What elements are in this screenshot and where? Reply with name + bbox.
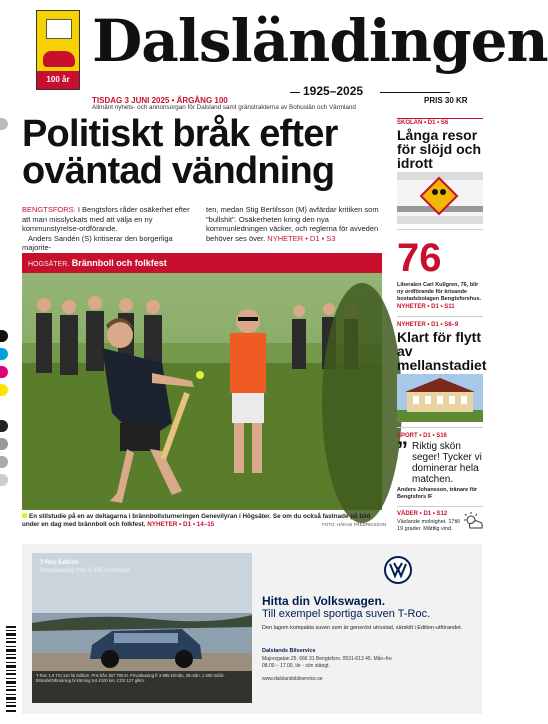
registration-marks — [0, 0, 10, 620]
side-kicker-1: SKOLAN • D1 • S6 — [397, 120, 449, 126]
quote-icon: ” — [397, 437, 408, 462]
ad-dealer-address: Majorsgatan 25, 666 31 Bengtsfors, 0531-613 45. Mån–fre 08.00 – 17.00, lör - sön stängt. — [262, 656, 392, 669]
side-divider-4 — [397, 506, 483, 507]
dateline: TISDAG 3 JUNI 2025 • ÅRGÅNG 100 — [92, 96, 228, 105]
ad-text: Den lagom kompakta suven som är generöst utrustad, särskilt i Edition-utförandet. — [262, 625, 463, 631]
side-quote-attribution: Anders Johansson, tränare för Bengtsfors IF — [397, 487, 478, 500]
brannboll-photo — [22, 253, 382, 510]
side-big-number: 76 — [397, 236, 442, 280]
caption-marker — [22, 513, 27, 518]
years-rule-right — [380, 92, 450, 93]
price: PRIS 30 KR — [424, 96, 468, 105]
crest-logo — [36, 10, 80, 90]
side-kicker-3: NYHETER • D1 • S8–9 — [397, 322, 459, 328]
photo-credit: FOTO: HÅKAN FREDRIKSSON — [322, 522, 387, 527]
side-quote: Riktig skön seger! Tycker vi dominerar hela matchen. — [412, 441, 482, 485]
ad-image-sub: Privatleasing från 3 995 kr/månad. — [40, 568, 132, 574]
tagline: Allmänt nyhets- och annonsorgan för Dalsland samt gränstrakterna av Bohuslän och Värmland — [92, 104, 356, 111]
anniversary-years: 1925–2025 — [303, 84, 364, 98]
ad-fine-print: T-Roc 1.0 TSI 110 hk Edition. Pris från 367 700 kr. Privatleasing fr 3 995 kr/mån, 36 mån, 1 500 mil/år. Bränsleförbrukning bl körning 5,6 l/100 km, CO2 127 g/km. — [36, 673, 225, 683]
lead-text-1: I Bengtsfors råder osäkerhet efter att man misslyckats med att välja en ny kommunstyrelse-ordförande. — [22, 205, 190, 233]
lead-ref: NYHETER • D1 • S3 — [267, 233, 336, 243]
side-text-2: Liberalen Carl Kullgren, 76, blir ny ordförande för krisande bostadsbolagen Bengtsforshus. — [397, 282, 482, 302]
side-rule — [397, 118, 483, 119]
side-divider-2 — [397, 316, 483, 317]
main-headline: Politiskt bråk efter oväntad vändning — [22, 113, 338, 192]
lead-photo — [22, 253, 382, 510]
ad-image-title: T-Roc Edition — [40, 560, 79, 566]
caption-text: En stilstudie på en av deltagarna i brännbollsturneringen Genevilyran i Högsäter. Se om du också fastnade på bild under en dag med brännboll och folkfest. — [22, 513, 371, 528]
photo-headline-bar — [22, 253, 382, 273]
masthead-title: Dalsländingen — [92, 7, 548, 75]
vw-logo-icon — [384, 556, 412, 584]
side-divider-1 — [397, 229, 483, 230]
ad-subheadline: Till exempel sportiga suven T-Roc. — [262, 608, 431, 620]
caption-ref: NYHETER • D1 • 14–15 — [147, 521, 215, 528]
ad-dealer-url[interactable]: www.dalslandsbilservice.se — [262, 676, 323, 682]
anniversary-badge: 100 år — [37, 71, 79, 89]
years-rule-left — [290, 92, 300, 93]
school-bus-photo — [397, 172, 483, 224]
side-kicker-4: SPORT • D1 • S16 — [397, 433, 447, 439]
side-kicker-5: VÄDER • D1 • S12 — [397, 511, 448, 517]
lead-text-2: Anders Sandén (S) kritiserar den borgerliga majorite- — [22, 233, 173, 252]
ad-headline: Hitta din Volkswagen. — [262, 594, 386, 608]
lead-text-3: ten, medan Stig Bertilsson (M) avfärdar kritiken som "bullshit". Osäkerheten kring den nya kommunledningen väcker, och reglerna för avveden behöver ses över. — [206, 205, 379, 243]
school-building-photo — [397, 374, 483, 422]
barcode — [6, 626, 16, 712]
photo-title: Brännboll och folkfest — [71, 258, 167, 268]
lead-column-1 — [22, 205, 198, 253]
lead-column-2 — [206, 205, 382, 243]
ad-dealer-name: Dalslands Bilservice — [262, 648, 316, 654]
photo-place: HÖGSÄTER. — [28, 261, 70, 268]
side-headline-1: Långa resor för slöjd och idrott — [397, 127, 481, 171]
lead-place: BENGTSFORS. — [22, 205, 76, 214]
partly-cloudy-icon — [462, 512, 484, 530]
weather-text: Växlande molnighet. 17till 19 grader. Måttlig vind. — [397, 519, 460, 532]
side-divider-3 — [397, 427, 483, 428]
side-headline-3: Klart för flytt av mellanstadiet — [397, 329, 487, 373]
side-ref-2: NYHETER • D1 • S11 — [397, 304, 455, 310]
